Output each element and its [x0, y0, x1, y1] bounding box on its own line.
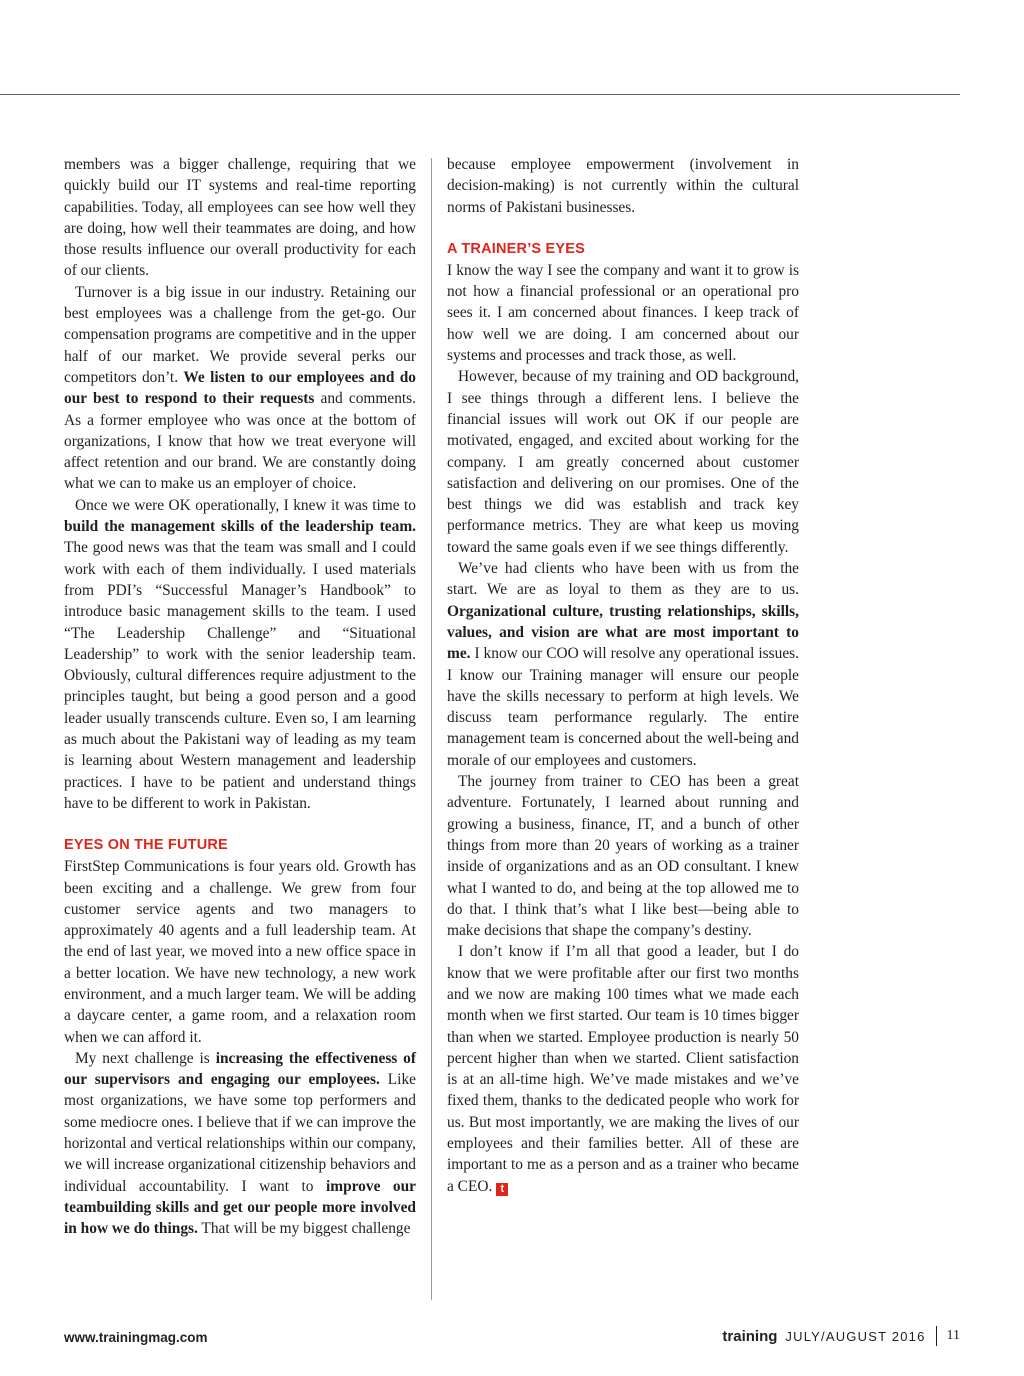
bold-phrase: Organizational culture, trusting relationships, skills, values, and vision are what are most important to me.	[447, 602, 799, 663]
paragraph: Turnover is a big issue in our industry. Retaining our best employees was a challenge from the get-go. Our compensation programs are competitive and in the upper half of our market. We provide several perks our competitors don’t. We listen to our employees and do our best to respond to their requests and comments. As a former employee who was once at the bottom of organizations, I know that how we treat everyone will affect retention and our brand. We are constantly doing what we can to make us an employer of choice.	[64, 283, 416, 493]
issue-date: JULY/AUGUST 2016	[785, 1328, 926, 1344]
paragraph: The journey from trainer to CEO has been a great adventure. Fortunately, I learned about running and growing a business, finance, IT, and a bunch of other things from more than 20 years of working as a trainer inside of organizations and as an OD consultant. I knew what I wanted to do, and being at the top allowed me to do that. I think that’s what I like best—being able to make decisions that shape the company’s destiny.	[447, 773, 799, 940]
bold-phrase: We listen to our employees and do our best to respond to their requests	[64, 368, 416, 408]
paragraph: My next challenge is increasing the effectiveness of our supervisors and engaging our employees. Like most organizations, we have some top performers and some mediocre ones. I believe that if we can improve the horizontal and vertical relationships within our company, we will increase organizational citizenship behaviors and individual accountability. I want to improve our teambuilding skills and get our people more involved in how we do things. That will be my biggest challenge	[64, 1049, 417, 1238]
paragraph: Once we were OK operationally, I knew it was time to build the management skills of the leadership team. The good news was that the team was small and I could work with each of them individually. I used materials from PDI’s “Successful Manager’s Handbook” to introduce basic management skills to the team. I used “The Leadership Challenge” and “Situational Leadership” to work with the senior leadership team. Obviously, cultural differences require adjustment to the principles taught, but being a good person and a good leader usually transcends culture. Even so, I am learning as much about the Pakistani way of leading as my team is learning about Western management and leadership practices. I have to be patient and understand things have to be different to work in Pakistan.	[64, 496, 416, 812]
footer-folio	[722, 1326, 960, 1346]
column-divider	[431, 158, 432, 1300]
section-heading: EYES ON THE FUTURE	[64, 837, 228, 854]
footer-url[interactable]: www.trainingmag.com	[64, 1330, 208, 1345]
right-column	[447, 154, 799, 1197]
paragraph: We’ve had clients who have been with us from the start. We are as loyal to them as they are to us. Organizational culture, trusting relationships, skills, values, and vision are what are most important to me. I know our COO will resolve any operational issues. I know our Training manager will ensure our people have the skills necessary to perform at high levels. We discuss team performance regularly. The entire management team is concerned about the well-being and morale of our employees and customers.	[447, 560, 799, 769]
bold-phrase: increasing the effectiveness of our supervisors and engaging our employees.	[64, 1049, 417, 1089]
paragraph: members was a bigger challenge, requiring that we quickly build our IT systems and real-time reporting capabilities. Today, all employees can see how well they are doing, how well their teammates are doing, and how those results influence our overall productivity for each of our clients.	[64, 156, 416, 280]
end-mark-icon: t	[496, 1183, 508, 1196]
paragraph: I don’t know if I’m all that good a leader, but I do know that we were profitable after our first two months and we now are making 100 times what we made each month when we first started. Our team is 10 times bigger than when we started. Employee production is nearly 50 percent higher than when we started. Client satisfaction is at an all-time high. We’ve made mistakes and we’ve fixed them, thanks to the dedicated people who work for us. But most importantly, we are making the lives of our employees and their families better. All of these are important to me as a person and as a trainer who became a CEO. t	[447, 943, 799, 1195]
bold-phrase: build the management skills of the leadership team.	[64, 518, 416, 536]
footer-separator	[936, 1326, 937, 1346]
magazine-brand: training	[722, 1327, 778, 1345]
section-heading: A TRAINER’S EYES	[447, 240, 586, 257]
paragraph: because employee empowerment (involvement in decision-making) is not currently within the cultural norms of Pakistani businesses.	[447, 156, 799, 216]
paragraph: FirstStep Communications is four years old. Growth has been exciting and a challenge. We grew from four customer service agents and two managers to approximately 40 agents and a full leadership team. At the end of last year, we moved into a new office space in a better location. We have new technology, a new work environment, and a much larger team. We will be adding a daycare center, a game room, and a relaxation room when we can afford it.	[64, 858, 416, 1046]
paragraph: However, because of my training and OD background, I see things through a different lens. I believe the financial issues will work out OK if our people are motivated, engaged, and excited about working for the company. I am greatly concerned about customer satisfaction and delivering on our promises. One of the best things we did was establish and track key performance metrics. They are what keep us moving toward the same goals even if we see things differently.	[447, 368, 799, 556]
bold-phrase: improve our teambuilding skills and get our people more involved in how we do things.	[64, 1177, 416, 1238]
top-rule	[0, 94, 960, 95]
left-column	[64, 154, 416, 1240]
paragraph: I know the way I see the company and want it to grow is not how a financial professional or an operational pro sees it. I am concerned about finances. I keep track of how well we are doing. I am concerned about our systems and processes and track those, as well.	[447, 261, 799, 365]
page-number: 11	[946, 1328, 960, 1343]
